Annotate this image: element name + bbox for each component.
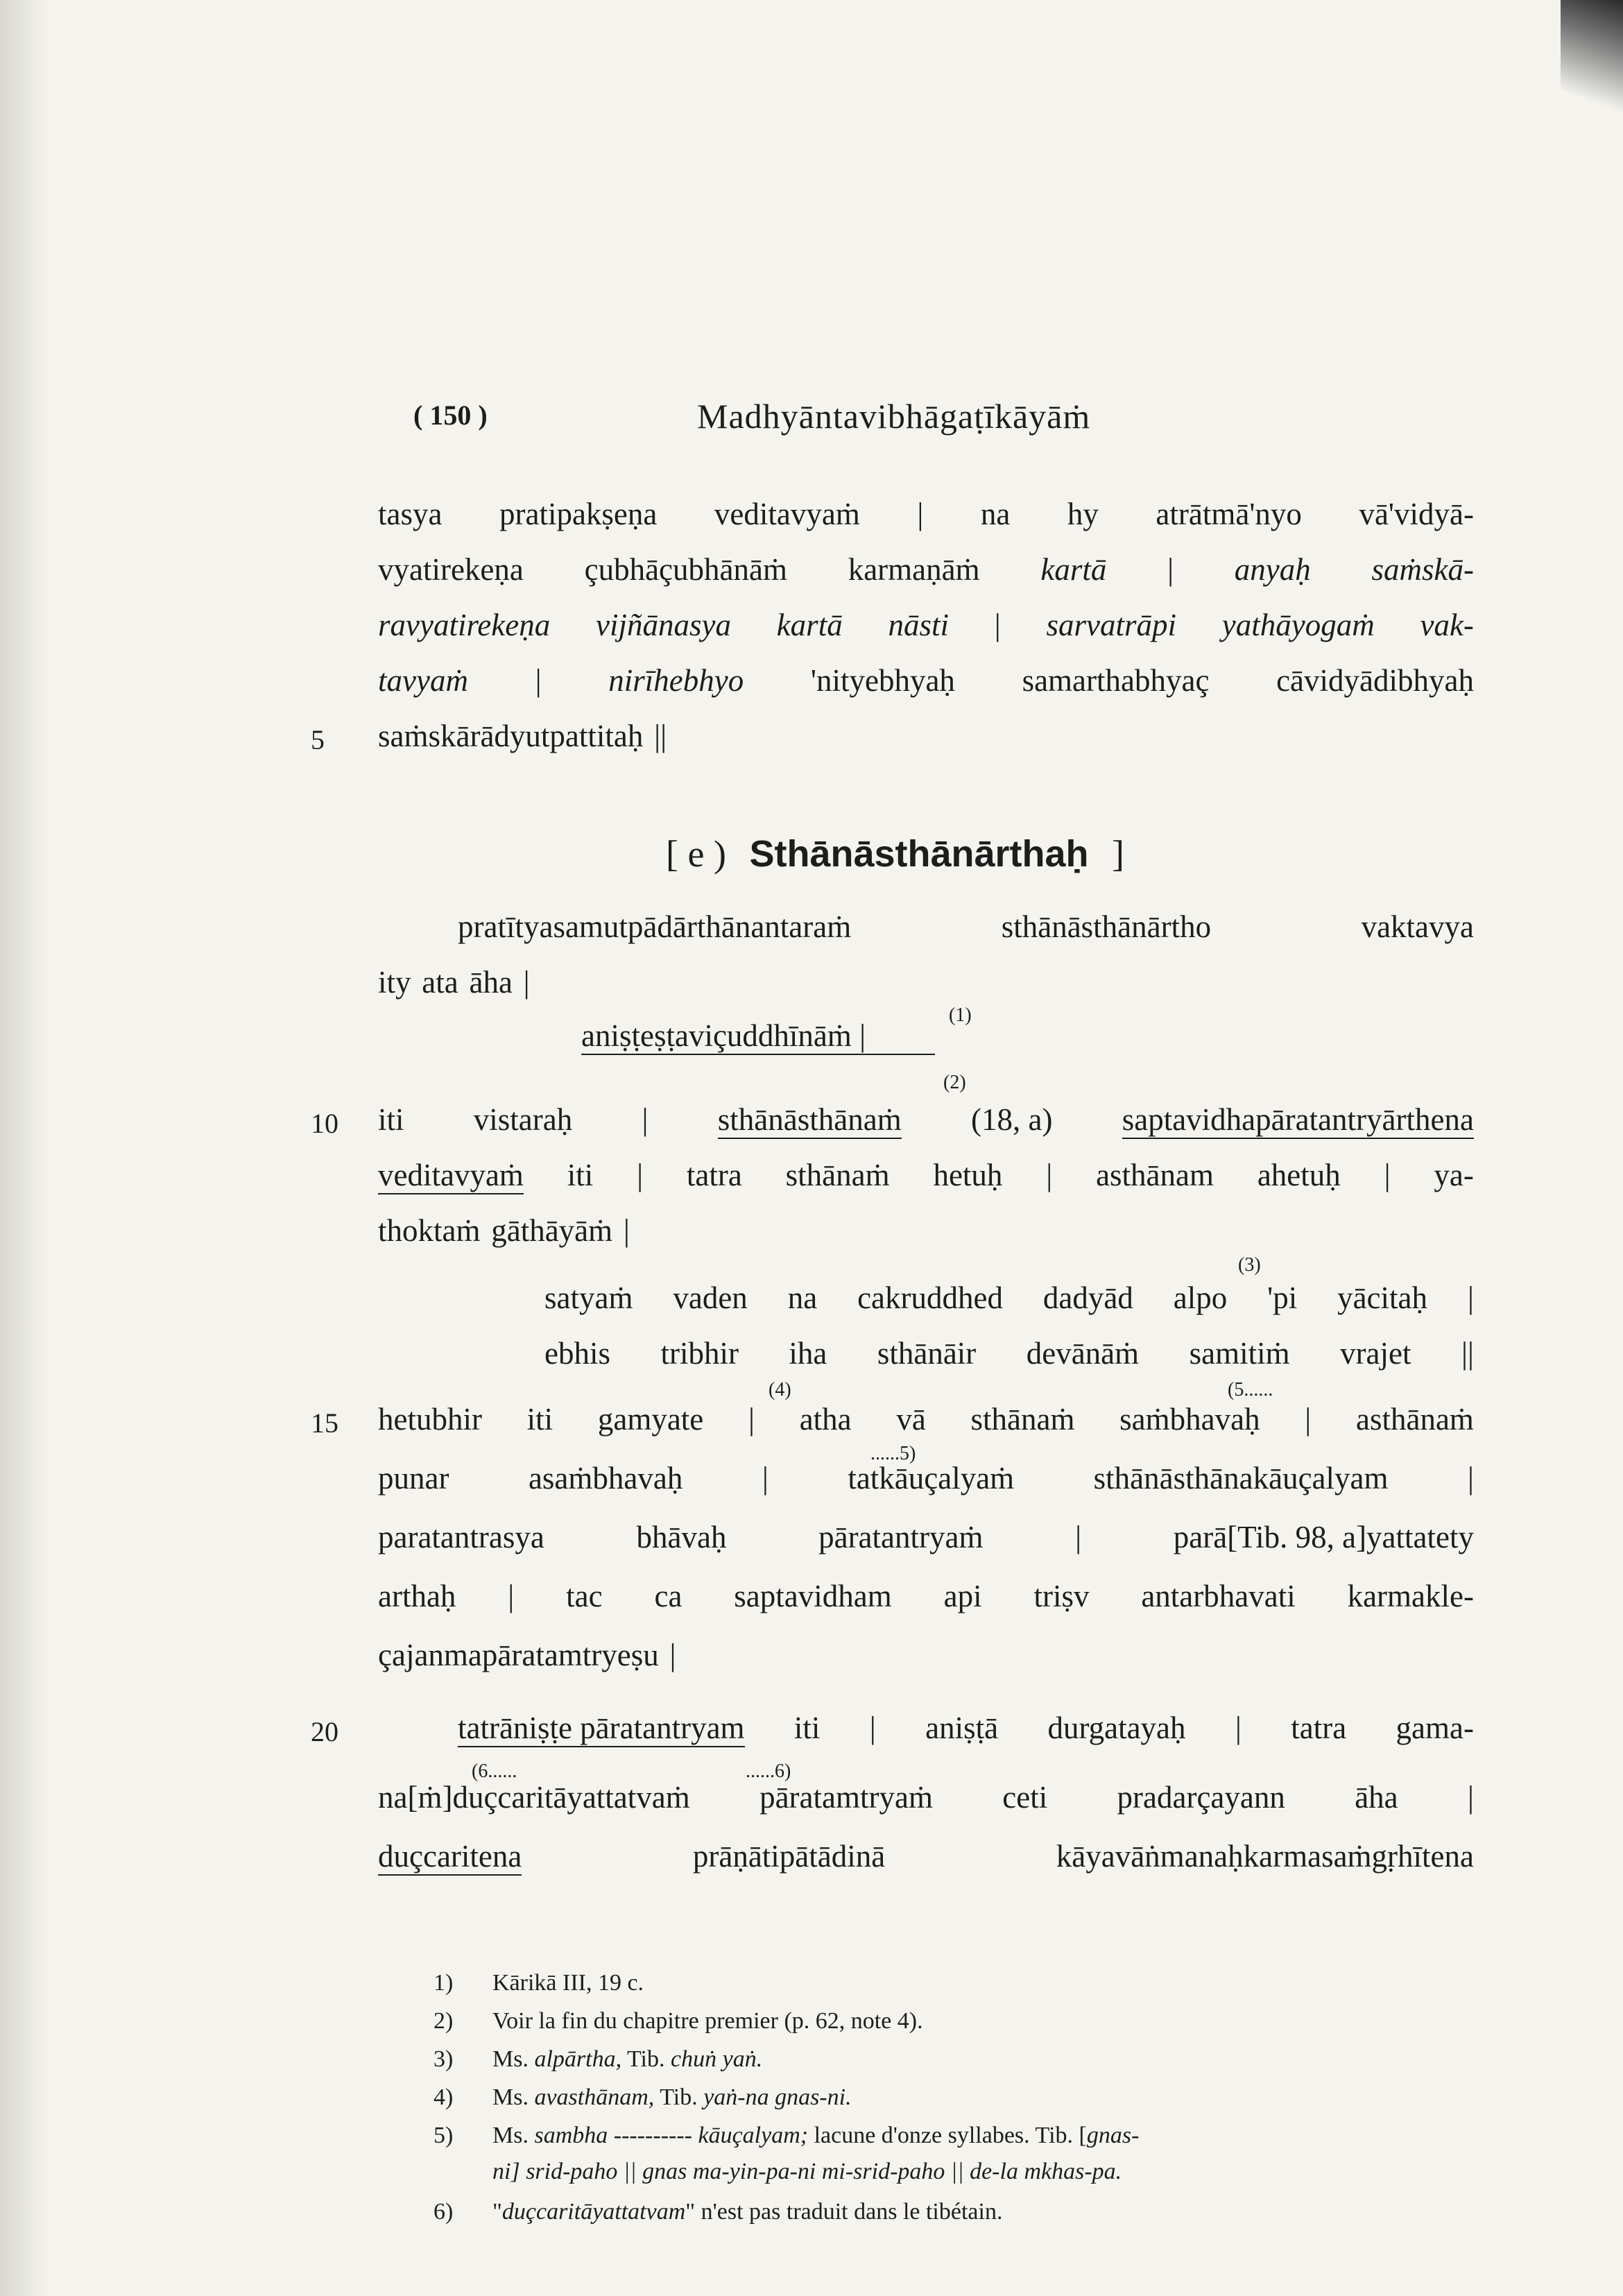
word: asaṁbhavaḥ xyxy=(528,1461,683,1496)
word: saptavidhapāratantryārthena xyxy=(1122,1102,1474,1139)
line-number: 20 xyxy=(311,1716,338,1747)
word: ya- xyxy=(1434,1158,1474,1192)
footnote-3: 3) Ms. alpārtha, Tib. chuṅ yaṅ. xyxy=(433,2046,763,2072)
word: asthānam xyxy=(1096,1158,1214,1192)
word: 'nityebhyaḥ xyxy=(810,663,955,698)
word: sthānaṁ xyxy=(785,1158,890,1192)
word: aniṣṭā xyxy=(925,1711,999,1745)
word: tribhir xyxy=(660,1336,739,1371)
word: ca xyxy=(654,1579,682,1613)
text-line xyxy=(378,551,1474,588)
word: nāsti xyxy=(888,608,949,642)
word: hetuḥ xyxy=(933,1158,1003,1192)
word: ceti xyxy=(1002,1780,1048,1815)
running-title: Madhyāntavibhāgaṭīkāyāṁ xyxy=(697,397,1091,436)
word: hetubhir xyxy=(378,1402,482,1437)
word: nirīhebhyo xyxy=(608,663,744,698)
word: pāratamtryaṁ xyxy=(759,1780,933,1815)
word: vrajet xyxy=(1340,1336,1411,1371)
note-mark: (2) xyxy=(943,1072,966,1093)
word: iti xyxy=(793,1711,821,1745)
word: sthānāsthānakāuçalyam xyxy=(1093,1461,1389,1496)
text-line xyxy=(458,909,1474,945)
word: cāvidyādibhyaḥ xyxy=(1276,663,1474,698)
word: iti xyxy=(526,1402,553,1437)
word: kartā xyxy=(776,608,843,642)
text-line xyxy=(378,1460,1474,1496)
word: karmaṇāṁ xyxy=(848,552,980,587)
footnote-2: 2) Voir la fin du chapitre premier (p. 62, note 4). xyxy=(433,2008,923,2034)
word: gāthāyāṁ xyxy=(491,1213,613,1248)
word: āha xyxy=(1355,1780,1398,1815)
word: tatrāniṣṭe pāratantryam xyxy=(458,1710,745,1747)
note-mark: ......6) xyxy=(746,1760,791,1782)
word: tavyaṁ xyxy=(378,663,468,698)
word: | xyxy=(1046,1158,1053,1192)
word: saṁskā- xyxy=(1371,552,1474,587)
word: arthaḥ xyxy=(378,1579,456,1613)
karika-quote: aniṣṭeṣṭaviçuddhīnāṁ | xyxy=(581,1018,935,1055)
word: sthānaṁ xyxy=(970,1402,1075,1437)
word: pratītyasamutpādārthānantaraṁ xyxy=(458,909,852,944)
word: | xyxy=(523,965,530,1000)
word: na[ṁ]duçcaritāyattatvaṁ xyxy=(378,1780,690,1815)
word: | xyxy=(917,497,924,531)
word: ity xyxy=(378,965,411,1000)
line-number: 5 xyxy=(311,724,325,755)
footnote-6: 6) "duçcaritāyattatvam" n'est pas traduit dans le tibétain. xyxy=(433,2199,1003,2225)
word: | xyxy=(1467,1461,1474,1496)
word: hy xyxy=(1067,497,1099,531)
word: triṣv xyxy=(1033,1579,1090,1613)
word: | xyxy=(642,1102,649,1137)
note-mark: ......5) xyxy=(870,1443,916,1464)
word: vā xyxy=(896,1402,926,1437)
word: | xyxy=(1167,552,1174,587)
footnote-1: 1) Kārikā III, 19 c. xyxy=(433,1970,644,1996)
word: | xyxy=(1384,1158,1391,1192)
word: | xyxy=(1467,1780,1474,1815)
verse-line xyxy=(544,1335,1474,1371)
page-header xyxy=(0,399,1623,447)
word: | xyxy=(508,1579,515,1613)
word: iha xyxy=(789,1336,827,1371)
word: tatra xyxy=(1291,1711,1347,1745)
word: asthānaṁ xyxy=(1355,1402,1474,1437)
text-line xyxy=(378,718,1474,754)
word: ahetuḥ xyxy=(1257,1158,1341,1192)
word: tasya xyxy=(378,497,443,531)
word: antarbhavati xyxy=(1141,1579,1296,1613)
section-title: Sthānāsthānārthaḥ xyxy=(749,833,1089,875)
word: 'pi xyxy=(1267,1280,1298,1315)
word: durgatayaḥ xyxy=(1047,1711,1186,1745)
word: veditavyaṁ xyxy=(378,1157,524,1194)
word: na xyxy=(787,1280,818,1315)
word: karmakle- xyxy=(1347,1579,1474,1613)
word: vaktavya xyxy=(1361,909,1474,944)
text-line xyxy=(378,607,1474,643)
word: yathāyogaṁ xyxy=(1221,608,1375,642)
word: dadyād xyxy=(1042,1280,1133,1315)
word: | xyxy=(623,1213,630,1248)
word: sthānāsthānārtho xyxy=(1001,909,1212,944)
word: çubhāçubhānāṁ xyxy=(584,552,787,587)
word: gamyate xyxy=(597,1402,704,1437)
footnote-5-continued: ni] srid-paho || gnas ma-yin-pa-ni mi-srid-paho || de-la mkhas-pa. xyxy=(492,2159,1122,2184)
word: āha xyxy=(469,965,513,1000)
word: na xyxy=(980,497,1011,531)
word: | xyxy=(1467,1280,1474,1315)
word: kartā xyxy=(1040,552,1107,587)
word: devānāṁ xyxy=(1026,1336,1140,1371)
word: punar xyxy=(378,1461,449,1496)
footnote-5: 5) Ms. sambha ---------- kāuçalyam; lacune d'onze syllabes. Tib. [gnas- xyxy=(433,2123,1140,2148)
word: | xyxy=(748,1402,755,1437)
text-line xyxy=(378,496,1474,532)
word: yācitaḥ xyxy=(1337,1280,1428,1315)
word: | xyxy=(869,1711,876,1745)
word: vā'vidyā- xyxy=(1359,497,1474,531)
word: || xyxy=(654,719,667,753)
scan-corner-shadow xyxy=(1561,0,1623,166)
note-mark: (6...... xyxy=(472,1760,517,1782)
word: | xyxy=(994,608,1001,642)
word: thoktaṁ xyxy=(378,1213,481,1248)
word: kāyavāṅmanaḥkarmasaṁgṛhītena xyxy=(1056,1839,1474,1874)
word: ata xyxy=(422,965,458,1000)
word: satyaṁ xyxy=(544,1280,633,1315)
word: veditavyaṁ xyxy=(714,497,860,531)
word: | xyxy=(669,1638,676,1672)
text-line xyxy=(378,1401,1474,1437)
note-mark: (5...... xyxy=(1228,1379,1273,1400)
section-heading xyxy=(666,832,1124,875)
section-bracket-open: [ e ) xyxy=(666,833,726,875)
word: tac xyxy=(566,1579,603,1613)
text-line xyxy=(378,1637,1474,1673)
word: | xyxy=(1235,1711,1242,1745)
text-line xyxy=(378,1102,1474,1139)
word: duçcaritena xyxy=(378,1838,522,1876)
word: vyatirekeṇa xyxy=(378,552,524,587)
word: ravyatirekeṇa xyxy=(378,608,551,642)
line-number: 10 xyxy=(311,1108,338,1139)
text-line xyxy=(378,1213,1474,1249)
text-line xyxy=(378,1838,1474,1876)
scan-left-shadow xyxy=(0,0,49,2296)
line-number: 15 xyxy=(311,1407,338,1439)
word: saṁbhavaḥ xyxy=(1119,1402,1260,1437)
word: pradarçayann xyxy=(1117,1780,1285,1815)
word: paratantrasya xyxy=(378,1520,544,1554)
section-bracket-close: ] xyxy=(1112,833,1125,875)
note-mark: (4) xyxy=(768,1379,791,1400)
word: samitiṁ xyxy=(1189,1336,1290,1371)
verse-line xyxy=(544,1280,1474,1316)
text-line xyxy=(378,1157,1474,1194)
footnote-4: 4) Ms. avasthānam, Tib. yaṅ-na gnas-ni. xyxy=(433,2084,852,2110)
word: | xyxy=(762,1461,768,1496)
text-line xyxy=(378,1578,1474,1614)
word: | xyxy=(1075,1520,1082,1554)
word: atrātmā'nyo xyxy=(1156,497,1302,531)
word: pratipakṣeṇa xyxy=(499,497,658,531)
word: sthānāir xyxy=(877,1336,977,1371)
word: parā[Tib. 98, a]yattatety xyxy=(1173,1520,1474,1554)
word: gama- xyxy=(1396,1711,1474,1745)
text-line xyxy=(378,1519,1474,1555)
word: api xyxy=(943,1579,982,1613)
word: vijñānasya xyxy=(595,608,731,642)
word: | xyxy=(1305,1402,1312,1437)
word: (18, a) xyxy=(970,1102,1053,1137)
word: | xyxy=(637,1158,644,1192)
word: iti xyxy=(567,1158,594,1192)
page-number: ( 150 ) xyxy=(413,400,488,431)
word: sthānāsthānaṁ xyxy=(718,1102,902,1139)
word: samarthabhyaç xyxy=(1022,663,1210,698)
word: || xyxy=(1461,1336,1474,1371)
word: çajanmapāratamtryeṣu xyxy=(378,1638,659,1672)
word: saptavidham xyxy=(734,1579,892,1613)
word: prāṇātipātādinā xyxy=(692,1839,886,1874)
word: vak- xyxy=(1420,608,1474,642)
text-line xyxy=(458,1710,1474,1747)
note-mark: (1) xyxy=(949,1004,972,1026)
word: saṁskārādyutpattitaḥ xyxy=(378,719,644,753)
text-line xyxy=(378,1779,1474,1815)
word: alpo xyxy=(1173,1280,1228,1315)
word: cakruddhed xyxy=(857,1280,1003,1315)
word: ebhis xyxy=(544,1336,610,1371)
word: pāratantryaṁ xyxy=(818,1520,984,1554)
word: vistaraḥ xyxy=(473,1102,573,1137)
word: vaden xyxy=(673,1280,748,1315)
text-line xyxy=(378,964,1474,1000)
word: tatra xyxy=(686,1158,742,1192)
text-line xyxy=(378,662,1474,699)
word: bhāvaḥ xyxy=(636,1520,727,1554)
word: sarvatrāpi xyxy=(1046,608,1177,642)
note-mark: (3) xyxy=(1238,1254,1261,1276)
word: tatkāuçalyaṁ xyxy=(848,1461,1015,1496)
word: atha xyxy=(799,1402,852,1437)
word: anyaḥ xyxy=(1234,552,1311,587)
word: iti xyxy=(378,1102,404,1137)
word: | xyxy=(535,663,542,698)
